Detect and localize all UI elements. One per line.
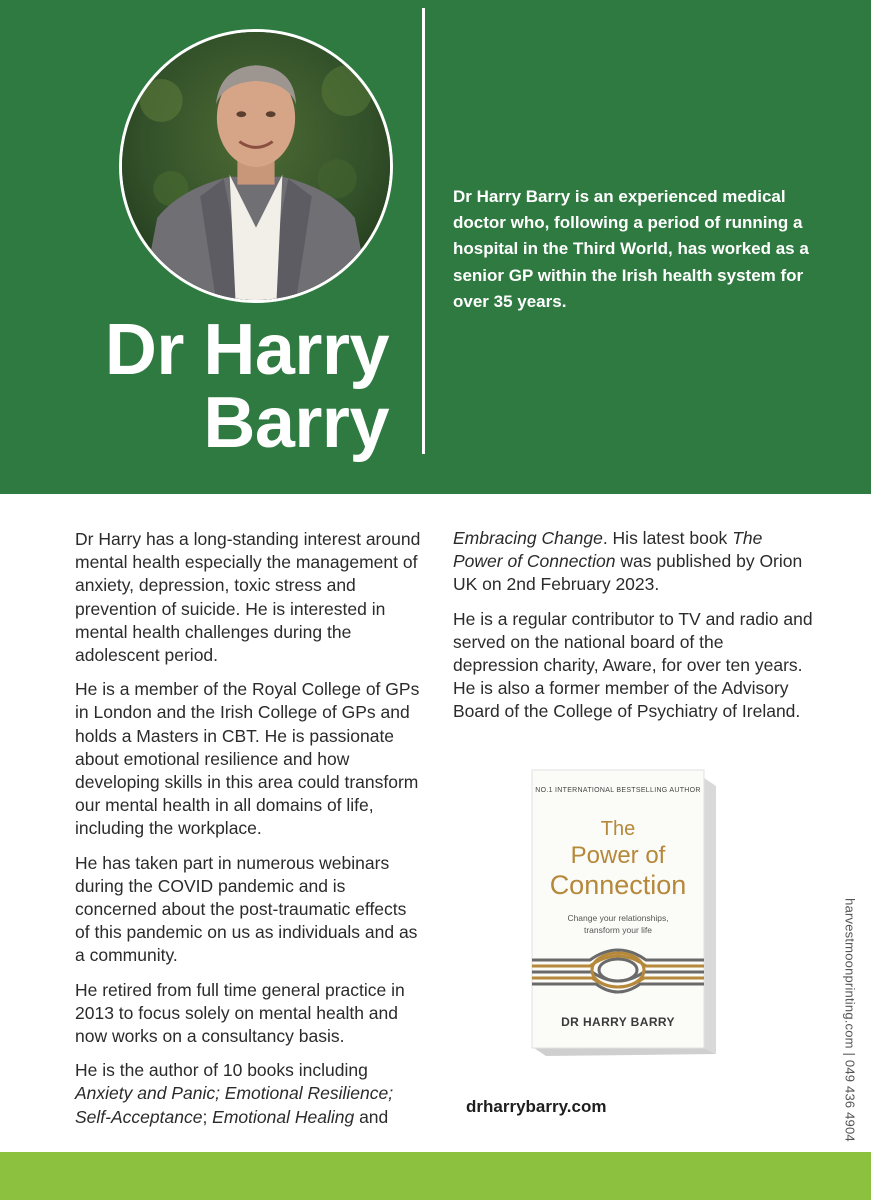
book-title-power-of-connection: The Power of Connection [453, 528, 763, 572]
left-column [75, 528, 423, 1140]
intro-paragraph: Dr Harry Barry is an experienced medical doctor who, following a period of running a hospital in the Third World, has worked as a senior GP within the Irish health system for over 35 years. [453, 187, 809, 311]
printer-credit: harvestmoonprinting.com | 049 436 4904 [842, 898, 858, 1142]
name-line-1: Dr Harry [104, 310, 389, 390]
book-title-line-1: The [600, 818, 636, 840]
bio-paragraph-2: He is a member of the Royal College of GPs in London and the Irish College of GPs and holds a Masters in CBT. He is passionate about emotional resilience and how developing skills in this area could transform our mental health in all domains of life, including the workplace. [75, 679, 420, 839]
book-separator: ; [202, 1106, 213, 1127]
book-cover-image [520, 764, 726, 1060]
header-banner [0, 0, 871, 494]
bio-paragraph-3: He has taken part in numerous webinars during the COVID pandemic and is concerned about the post-traumatic effects of this pandemic on us as individuals and as a community. [75, 852, 418, 966]
book-title-line-2: Power of [570, 842, 666, 869]
bio-paragraph-1: Dr Harry has a long-standing interest around mental health especially the management of anxiety, depression, toxic stress and prevention of suicide. He is interested in mental health challenges during the adolescent period. [75, 529, 421, 666]
author-name-heading [104, 310, 389, 463]
books-and-text: and [354, 1106, 389, 1127]
portrait-illustration [122, 32, 390, 300]
book-cover-illustration [520, 764, 726, 1060]
latest-book-text: . His latest book [602, 528, 733, 548]
book-subtitle-line-2: transform your life [583, 925, 653, 935]
book-title-line-3: Connection [549, 870, 687, 900]
bio-paragraph-7: He is a regular contributor to TV and radio and served on the national board of the depression charity, Aware, for over ten years. He is also a former member of the Advisory Board of the College of Psychiatry of Ireland. [453, 608, 813, 722]
book-title-embracing-change: Embracing Change [453, 528, 603, 548]
book-subtitle-line-1: Change your relationships, [567, 913, 669, 923]
book-title-emotional-healing: Emotional Healing [212, 1106, 355, 1127]
footer-bar [0, 1152, 871, 1200]
publication-text: was published by Orion UK on 2nd February 2023. [453, 551, 803, 595]
book-titles-1: Anxiety and Panic; Emotional Resilience; Self-Acceptance [75, 1083, 394, 1127]
bio-paragraph-4: He retired from full time general practice in 2013 to focus solely on mental health and now works on a consultancy basis. [75, 979, 405, 1047]
book-tagline: NO.1 INTERNATIONAL BESTSELLING AUTHOR [535, 787, 701, 794]
vertical-divider [422, 8, 425, 454]
books-intro-text: He is the author of 10 books including [75, 1060, 368, 1081]
bio-paragraph-6 [453, 527, 813, 597]
name-line-2: Barry [203, 383, 389, 463]
book-author: DR HARRY BARRY [561, 1015, 675, 1029]
bio-paragraph-5 [75, 1059, 423, 1129]
right-column [453, 527, 813, 735]
author-portrait [119, 29, 393, 303]
website-link[interactable]: drharrybarry.com [466, 1097, 607, 1116]
